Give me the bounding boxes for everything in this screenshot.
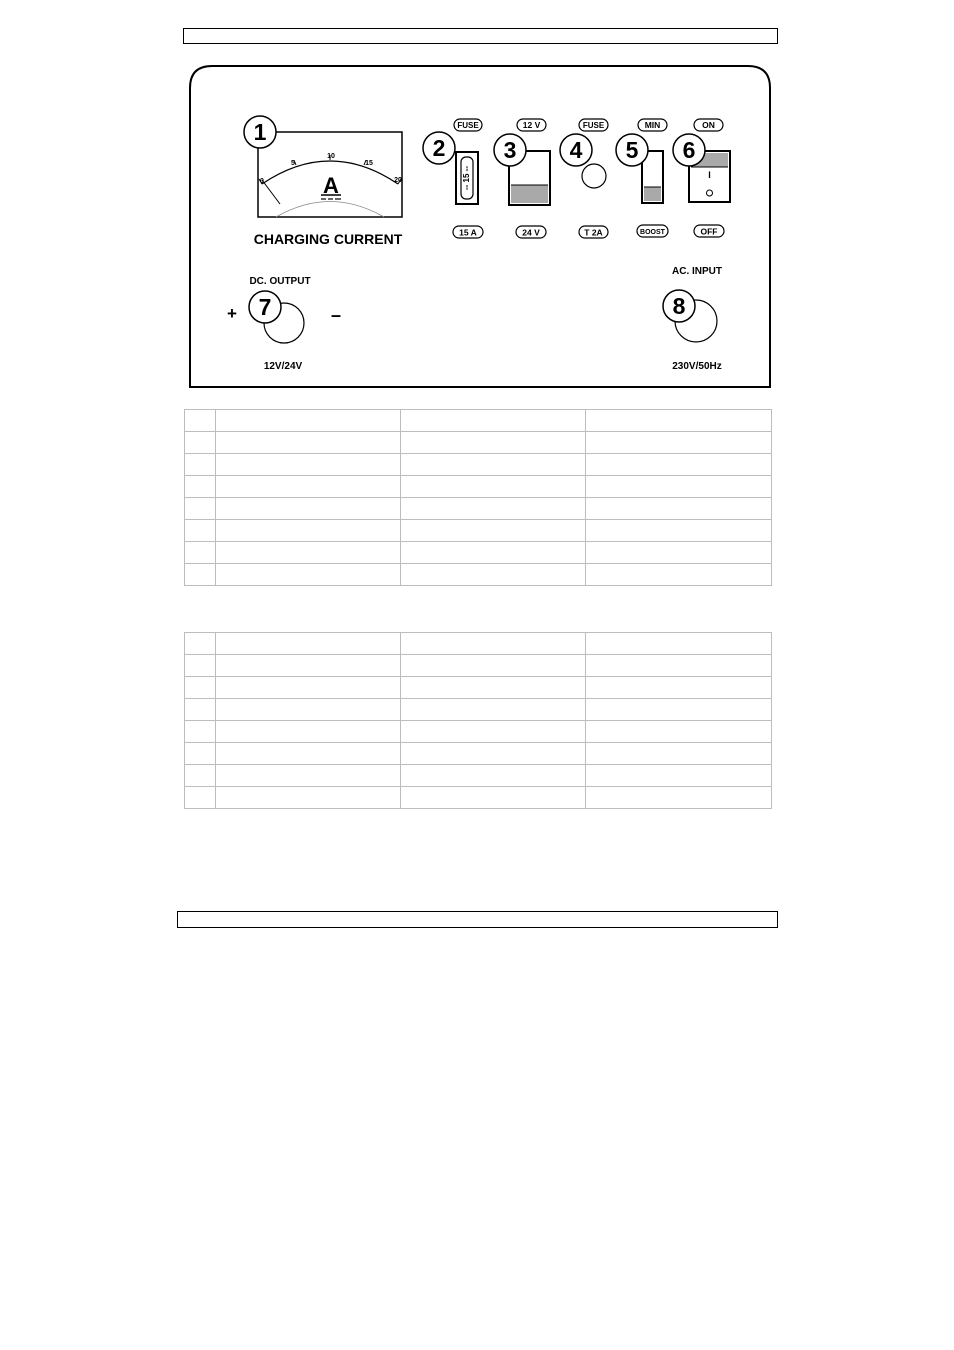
table-row	[185, 677, 772, 699]
table-cell	[216, 498, 401, 520]
table-row	[185, 699, 772, 721]
header-bar	[183, 28, 778, 44]
table-cell	[185, 787, 216, 809]
table-row	[185, 765, 772, 787]
fuse-main-body: -- 15 --	[462, 166, 472, 190]
spec-table-2	[184, 632, 772, 809]
callout-4	[560, 134, 592, 166]
table-cell	[401, 677, 586, 699]
svg-text:7: 7	[258, 294, 272, 320]
svg-text:5: 5	[625, 137, 639, 163]
table-cell	[216, 655, 401, 677]
meter-unit: A	[323, 173, 339, 198]
table-cell	[216, 564, 401, 586]
callout-3	[494, 134, 526, 166]
meter-scale-20: 20	[394, 177, 402, 184]
table-row	[185, 454, 772, 476]
table-cell	[185, 454, 216, 476]
table-cell	[586, 410, 772, 432]
dc-output-title: DC. OUTPUT	[249, 276, 311, 287]
table-cell	[401, 564, 586, 586]
callout-1	[244, 116, 276, 148]
dc-output-terminal	[227, 276, 341, 372]
table-cell	[185, 633, 216, 655]
table-cell	[401, 655, 586, 677]
table-cell	[586, 655, 772, 677]
table-cell	[401, 542, 586, 564]
table-cell	[216, 765, 401, 787]
voltage-top-label: 12 V	[522, 120, 541, 130]
table-cell	[586, 743, 772, 765]
power-off-mark	[707, 190, 713, 196]
table-row	[185, 655, 772, 677]
table-row	[185, 721, 772, 743]
table-cell	[401, 410, 586, 432]
table-cell	[185, 410, 216, 432]
table-cell	[586, 520, 772, 542]
table-row	[185, 542, 772, 564]
footer-bar	[177, 911, 778, 928]
callout-6	[673, 134, 705, 166]
table-row	[185, 410, 772, 432]
ac-input-title: AC. INPUT	[672, 266, 722, 277]
table-cell	[216, 410, 401, 432]
mode-bottom-label: BOOST	[640, 229, 665, 236]
svg-text:4: 4	[569, 137, 583, 163]
power-on-mark: I	[708, 170, 711, 180]
table-cell	[185, 542, 216, 564]
table-cell	[586, 787, 772, 809]
fuse-main-bottom-label: 15 A	[459, 227, 477, 238]
voltage-bottom-label: 24 V	[522, 227, 540, 238]
table-cell	[185, 721, 216, 743]
fuse-small-top-label: FUSE	[582, 121, 605, 130]
svg-text:6: 6	[682, 137, 696, 163]
table-cell	[216, 743, 401, 765]
table-cell	[401, 454, 586, 476]
fuse-main-top-label: FUSE	[457, 121, 479, 130]
table-cell	[586, 454, 772, 476]
table-cell	[216, 520, 401, 542]
table-cell	[216, 787, 401, 809]
table-cell	[185, 432, 216, 454]
table-cell	[185, 743, 216, 765]
svg-text:2: 2	[432, 135, 446, 161]
table-row	[185, 787, 772, 809]
table-cell	[401, 721, 586, 743]
power-bottom-label: OFF	[700, 226, 718, 237]
table-cell	[401, 743, 586, 765]
table-cell	[216, 721, 401, 743]
svg-text:8: 8	[672, 293, 686, 319]
table-cell	[185, 476, 216, 498]
table-cell	[216, 432, 401, 454]
table-cell	[216, 677, 401, 699]
table-row	[185, 476, 772, 498]
svg-text:1: 1	[253, 119, 267, 145]
table-cell	[401, 432, 586, 454]
table-cell	[586, 432, 772, 454]
table-row	[185, 633, 772, 655]
dc-minus: –	[330, 305, 342, 325]
table-cell	[401, 787, 586, 809]
callout-5	[616, 134, 648, 166]
table-cell	[216, 454, 401, 476]
table-cell	[586, 476, 772, 498]
table-row	[185, 520, 772, 542]
table-cell	[216, 542, 401, 564]
ac-rating: 230V/50Hz	[672, 361, 722, 372]
table-cell	[586, 721, 772, 743]
table-cell	[185, 498, 216, 520]
dc-rating: 12V/24V	[263, 361, 303, 372]
svg-text:3: 3	[503, 137, 517, 163]
table-cell	[586, 564, 772, 586]
mode-top-label: MIN	[644, 120, 661, 130]
fuse-small-bottom-label: T 2A	[584, 227, 603, 238]
callout-2	[423, 132, 455, 164]
callout-7	[249, 291, 281, 323]
table-cell	[586, 765, 772, 787]
table-row	[185, 564, 772, 586]
meter-scale-0: 0	[260, 178, 264, 185]
table-cell	[401, 765, 586, 787]
table-cell	[185, 677, 216, 699]
table-cell	[185, 765, 216, 787]
table-cell	[401, 633, 586, 655]
table-cell	[216, 476, 401, 498]
table-row	[185, 432, 772, 454]
table-row	[185, 743, 772, 765]
meter-scale-10: 10	[327, 153, 335, 160]
spec-table-1	[184, 409, 772, 586]
table-cell	[185, 655, 216, 677]
table-cell	[401, 699, 586, 721]
table-cell	[401, 476, 586, 498]
meter-scale-15: 15	[365, 160, 373, 167]
power-top-label: ON	[702, 120, 715, 130]
table-cell	[586, 498, 772, 520]
table-cell	[586, 542, 772, 564]
table-cell	[401, 520, 586, 542]
table-cell	[216, 633, 401, 655]
table-cell	[185, 520, 216, 542]
table-cell	[586, 633, 772, 655]
table-cell	[185, 699, 216, 721]
main-fuse	[453, 119, 483, 238]
table-cell	[401, 498, 586, 520]
callout-8	[663, 290, 695, 322]
dc-plus: +	[227, 304, 237, 323]
table-row	[185, 498, 772, 520]
charger-front-panel	[186, 62, 776, 392]
meter-scale-5: 5	[291, 160, 295, 167]
table-cell	[586, 677, 772, 699]
table-cell	[216, 699, 401, 721]
ammeter	[258, 132, 402, 217]
meter-title: CHARGING CURRENT	[253, 231, 403, 247]
table-cell	[185, 564, 216, 586]
table-cell	[586, 699, 772, 721]
